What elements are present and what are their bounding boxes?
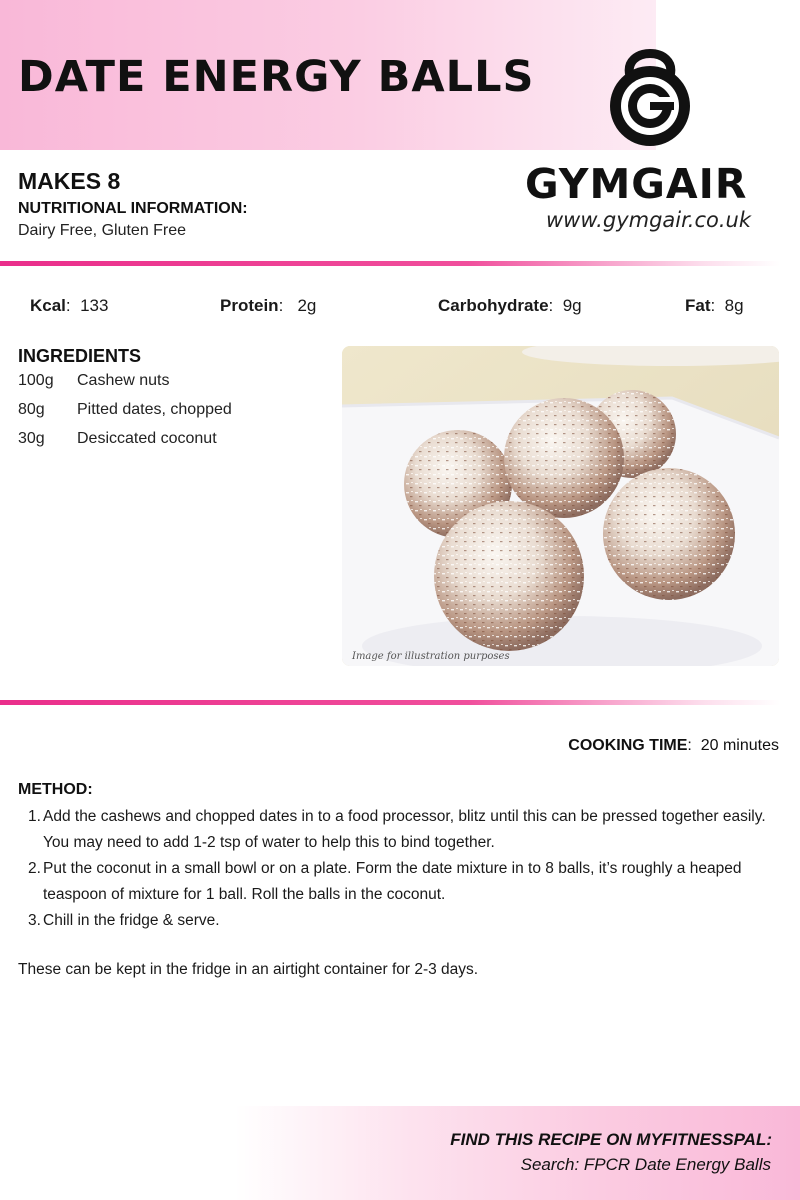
method-steps: [18, 804, 778, 934]
brand-name: GYMGAIR: [525, 160, 748, 208]
step-text: Put the coconut in a small bowl or on a plate. Form the date mixture in to 8 balls, it’s roughly a heaped teaspoon of mixture for 1 ball. Roll the balls in the coconut.: [43, 860, 742, 903]
method-step: [18, 908, 778, 934]
macro-protein: Protein: 2g: [220, 296, 317, 315]
storage-note: These can be kept in the fridge in an airtight container for 2-3 days.: [18, 961, 479, 978]
makes-count: MAKES 8: [18, 168, 121, 194]
step-number: 3.: [28, 912, 41, 929]
ingredient-qty: 30g: [18, 430, 45, 447]
divider-top: [0, 261, 780, 266]
step-text: Chill in the fridge & serve.: [43, 912, 220, 929]
step-text: Add the cashews and chopped dates in to a food processor, blitz until this can be pressed together easily. You may need to add 1-2 tsp of water to help this to bind together.: [43, 808, 766, 851]
macro-label: Protein: [220, 296, 279, 315]
cooking-time-value: 20 minutes: [700, 737, 779, 754]
footer-band: [235, 1106, 800, 1200]
kettlebell-g-icon: [600, 40, 700, 152]
ingredient-name: Cashew nuts: [77, 372, 170, 389]
macro-label: Kcal: [30, 296, 66, 315]
divider-middle: [0, 700, 780, 705]
macro-label: Carbohydrate: [438, 296, 549, 315]
macro-value: 8g: [724, 296, 744, 315]
macro-label: Fat: [685, 296, 711, 315]
energy-balls-image: [342, 346, 779, 666]
recipe-title: DATE ENERGY BALLS: [18, 52, 535, 102]
coconut-ball: [434, 501, 584, 651]
myfitnesspal-search: Search: FPCR Date Energy Balls: [520, 1155, 771, 1174]
recipe-photo: [342, 346, 779, 666]
method-step: [18, 804, 778, 856]
macro-kcal: Kcal: 133: [30, 296, 109, 315]
ingredients-title: INGREDIENTS: [18, 346, 142, 366]
macro-fat: Fat: 8g: [685, 296, 744, 315]
coconut-ball: [504, 398, 624, 518]
diet-tags: Dairy Free, Gluten Free: [18, 222, 187, 239]
ingredient-name: Pitted dates, chopped: [77, 401, 232, 418]
nutrition-label: NUTRITIONAL INFORMATION:: [18, 200, 248, 217]
myfitnesspal-callout: FIND THIS RECIPE ON MYFITNESSPAL:: [450, 1130, 772, 1149]
step-number: 2.: [28, 860, 41, 877]
macro-carbohydrate: Carbohydrate: 9g: [438, 296, 582, 315]
macro-value: 133: [80, 296, 109, 315]
macro-value: 9g: [562, 296, 582, 315]
coconut-ball: [603, 468, 735, 600]
ingredient-qty: 80g: [18, 401, 45, 418]
macro-value: 2g: [297, 296, 317, 315]
ingredient-qty: 100g: [18, 372, 54, 389]
cooking-time-label: COOKING TIME: [568, 737, 688, 754]
photo-caption: Image for illustration purposes: [352, 651, 510, 662]
method-step: [18, 856, 778, 908]
method-title: METHOD:: [18, 781, 93, 798]
step-number: 1.: [28, 808, 41, 825]
cooking-time: COOKING TIME: 20 minutes: [568, 737, 779, 754]
ingredient-name: Desiccated coconut: [77, 430, 217, 447]
brand-url[interactable]: www.gymgair.co.uk: [546, 208, 752, 232]
